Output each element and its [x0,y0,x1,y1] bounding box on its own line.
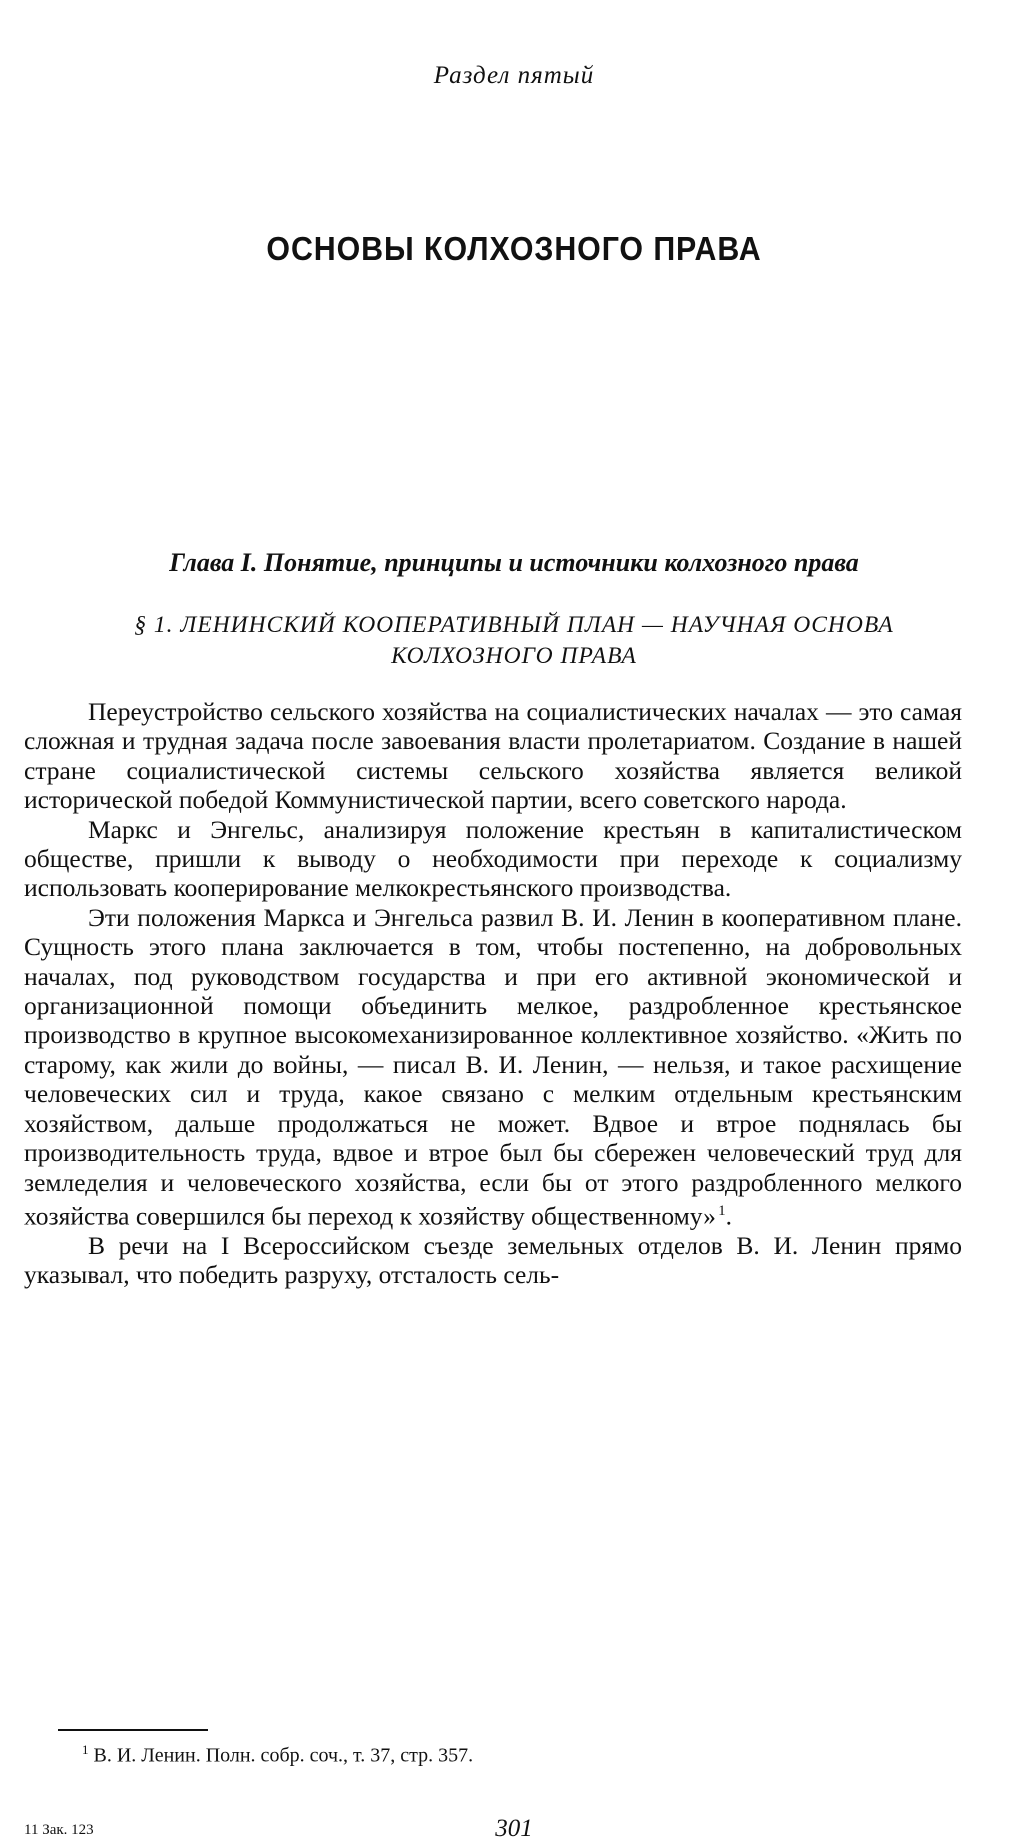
footnote [82,1738,473,1768]
paragraph-title-line-1: § 1. ЛЕНИНСКИЙ КООПЕРАТИВНЫЙ ПЛАН — НАУЧНАЯ ОСНОВА [134,612,894,638]
footnote-text: В. И. Ленин. Полн. собр. соч., т. 37, стр. 357. [93,1744,474,1767]
printer-signature: 11 Зак. 123 [24,1822,94,1838]
section-label: Раздел пятый [433,62,595,89]
paragraph-3: Эти положения Маркса и Энгельса развил В. И. Ленин в кооперативном плане. Сущность этого плана заключается в том, чтобы постепенно, на добровольных началах, под руководством государства и при его активной экономической и организационной помощи объединить мелкое, раздробленное крестьянское производство в крупное высокомеханизированное коллективное хозяйство. «Жить по старому, как жили до войны, — писал В. И. Ленин, — нельзя, и такое расхищение человеческих сил и труда, какое связано с мелким отдельным крестьянским хозяйством, дальше продолжаться не может. Вдвое и втрое поднялась бы производительность труда, вдвое и втрое был бы сбережен человеческий труд для земледелия и человеческого хозяйства, если бы от этого раздробленного мелкого хозяйства совершился бы переход к хозяйству общественному» $^1$. [24,902,962,1231]
chapter-title: Глава I. Понятие, принципы и источники колхозного права [169,548,859,577]
footnote-reference: 1 [718,1202,726,1219]
footnote-rule [58,1729,208,1731]
paragraph-4: В речи на I Всероссийском съезде земельных отделов В. И. Ленин прямо указывал, что победить разруху, отсталость сель- [24,1230,962,1290]
paragraph-title-line-2: КОЛХОЗНОГО ПРАВА [391,643,637,669]
footnote-mark: 1 [82,1742,89,1757]
paragraph-3-text: Эти положения Маркса и Энгельса развил В. И. Ленин в кооперативном плане. Сущность этого плана заключается в том, чтобы постепенно, на добровольных началах, под руководством государства и при его активной экономической и организационной помощи объединить мелкое, раздробленное крестьянское производство в крупное высокомеханизированное коллективное хозяйство. «Жить по старому, как жили до войны, — писал В. И. Ленин, — нельзя, и такое расхищение человеческих сил и труда, какое связано с мелким отдельным крестьянским хозяйством, дальше продолжаться не может. Вдвое и втрое поднялась бы производительность труда, вдвое и втрое был бы сбережен человеческий труд для земледелия и человеческого хозяйства, если бы от этого раздробленного мелкого хозяйства совершился бы переход к хозяйству общественному» [24,902,962,1231]
paragraph-title [0,610,1028,672]
paragraph-2: Маркс и Энгельс, анализируя положение крестьян в капиталистическом обществе, пришли к выводу о необходимости при переходе к социализму использовать кооперирование мелкокрестьянского производства. [24,814,962,903]
paragraph-1: Переустройство сельского хозяйства на социалистических началах — это самая сложная и трудная задача после завоевания власти пролетариатом. Создание в нашей стране социалистической системы сельского хозяйства является великой исторической победой Коммунистической партии, всего советского народа. [24,697,962,815]
part-title: ОСНОВЫ КОЛХОЗНОГО ПРАВА [266,230,762,267]
page-number: 301 [495,1815,533,1842]
body-text [24,697,962,1290]
